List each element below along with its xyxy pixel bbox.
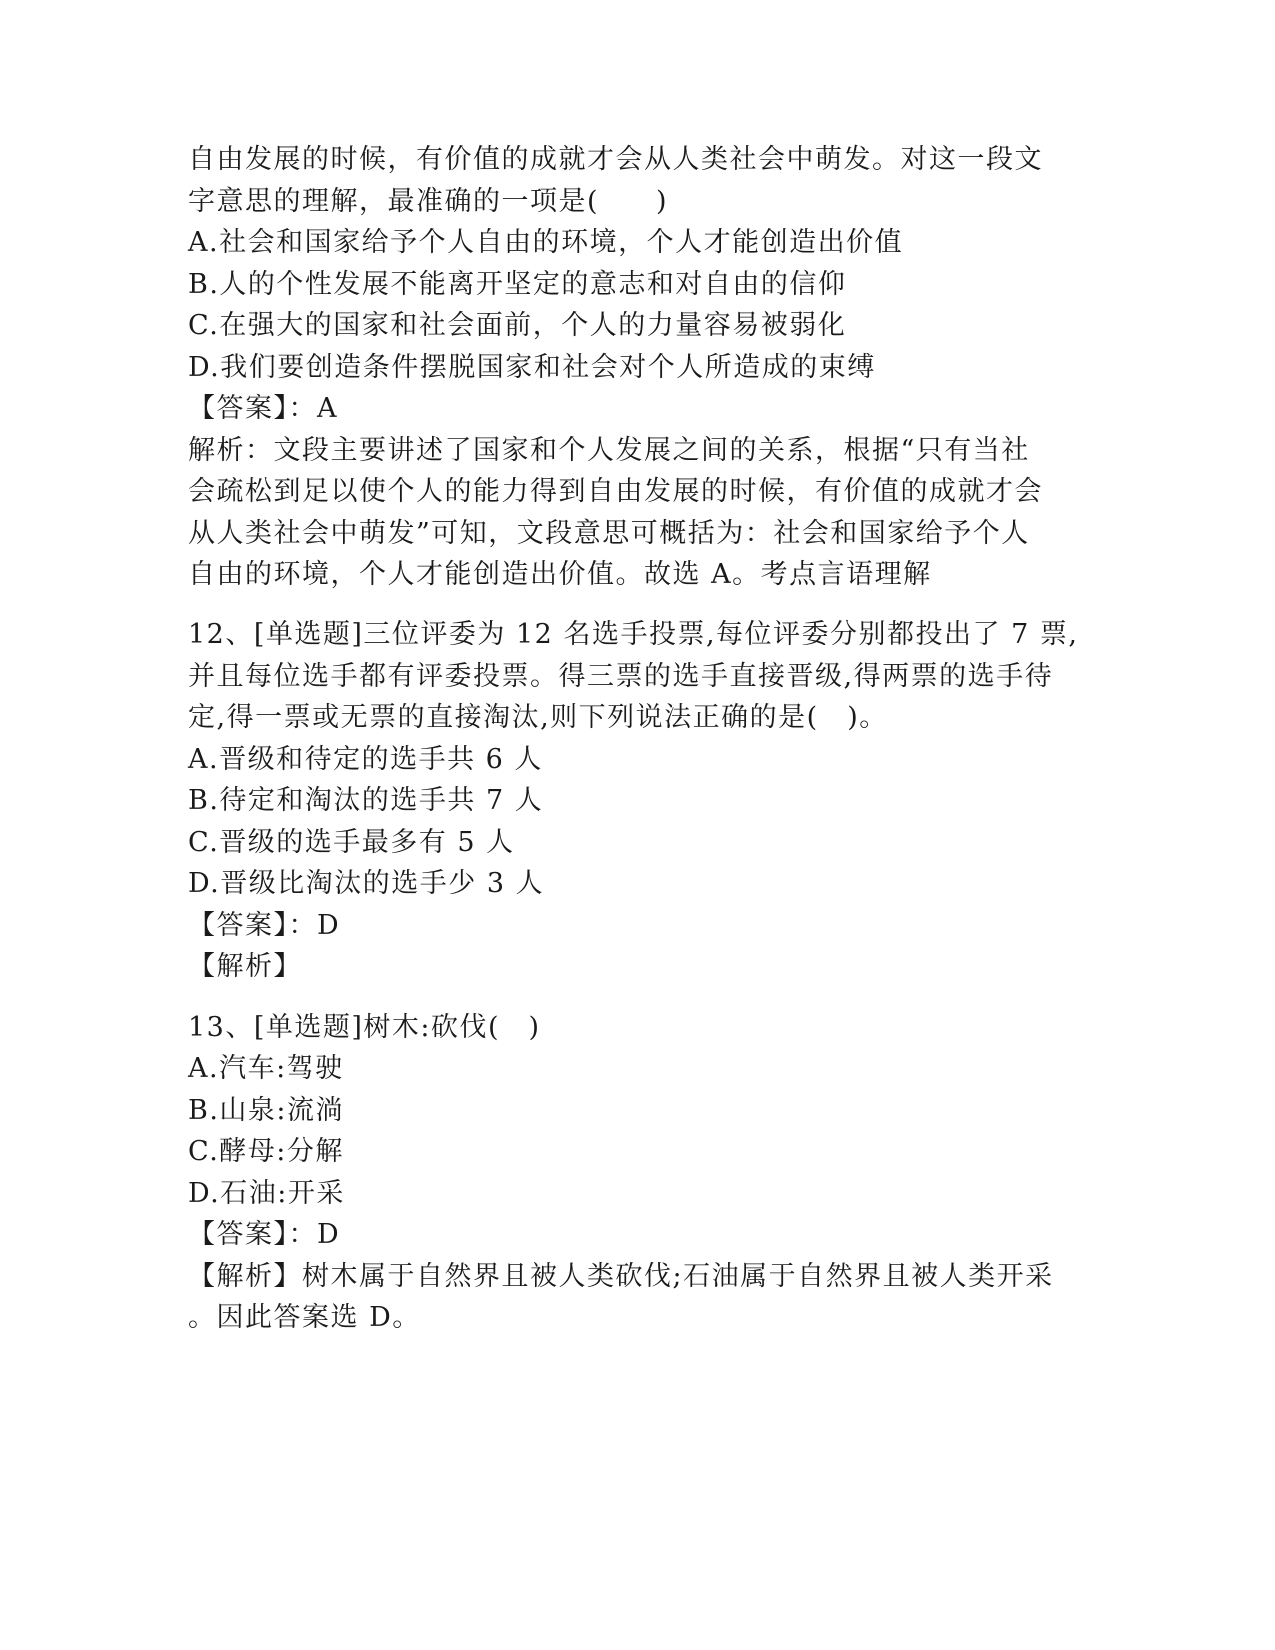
q11-option-d: D.我们要创造条件摆脱国家和社会对个人所造成的束缚 xyxy=(188,352,876,383)
q13-option-d: D.石油:开采 xyxy=(188,1178,345,1209)
q12-stem-line-3: 定,得一票或无票的直接淘汰,则下列说法正确的是( )。 xyxy=(188,702,888,733)
q11-analysis-line-1: 解析：文段主要讲述了国家和个人发展之间的关系，根据“只有当社 xyxy=(188,435,1030,466)
q11-option-a: A.社会和国家给予个人自由的环境，个人才能创造出价值 xyxy=(188,227,904,258)
q13-analysis-line-2: 。因此答案选 D。 xyxy=(188,1302,421,1333)
q12-answer: 【答案】：D xyxy=(188,910,341,941)
q12-option-d: D.晋级比淘汰的选手少 3 人 xyxy=(188,868,545,899)
q12-option-c: C.晋级的选手最多有 5 人 xyxy=(188,827,515,858)
q12-stem-line-1: 12、[单选题]三位评委为 12 名选手投票,每位评委分别都投出了 7 票, xyxy=(188,619,1079,650)
q12-option-a: A.晋级和待定的选手共 6 人 xyxy=(188,744,543,775)
q12-analysis-line-1: 【解析】 xyxy=(188,951,302,982)
q11-stem-line-1: 自由发展的时候，有价值的成就才会从人类社会中萌发。对这一段文 xyxy=(188,144,1043,175)
q13-answer: 【答案】：D xyxy=(188,1219,341,1250)
q11-option-b: B.人的个性发展不能离开坚定的意志和对自由的信仰 xyxy=(188,269,847,300)
q11-option-c: C.在强大的国家和社会面前，个人的力量容易被弱化 xyxy=(188,310,847,341)
q13-option-c: C.酵母:分解 xyxy=(188,1136,344,1167)
q13-stem-line-1: 13、[单选题]树木:砍伐( ) xyxy=(188,1012,541,1043)
q11-analysis-line-3: 从人类社会中萌发”可知，文段意思可概括为：社会和国家给予个人 xyxy=(188,518,1030,549)
q11-answer: 【答案】：A xyxy=(188,393,338,424)
q13-option-a: A.汽车:驾驶 xyxy=(188,1053,344,1084)
q11-stem-line-2: 字意思的理解，最准确的一项是( ) xyxy=(188,186,669,217)
q11-analysis-line-4: 自由的环境，个人才能创造出价值。故选 A。考点言语理解 xyxy=(188,559,932,590)
q11-analysis-line-2: 会疏松到足以使个人的能力得到自由发展的时候，有价值的成就才会 xyxy=(188,476,1043,507)
q12-stem-line-2: 并且每位选手都有评委投票。得三票的选手直接晋级,得两票的选手待 xyxy=(188,661,1054,692)
q13-analysis-line-1: 【解析】树木属于自然界且被人类砍伐;石油属于自然界且被人类开采 xyxy=(188,1261,1054,1292)
q12-option-b: B.待定和淘汰的选手共 7 人 xyxy=(188,785,544,816)
q13-option-b: B.山泉:流淌 xyxy=(188,1095,345,1126)
